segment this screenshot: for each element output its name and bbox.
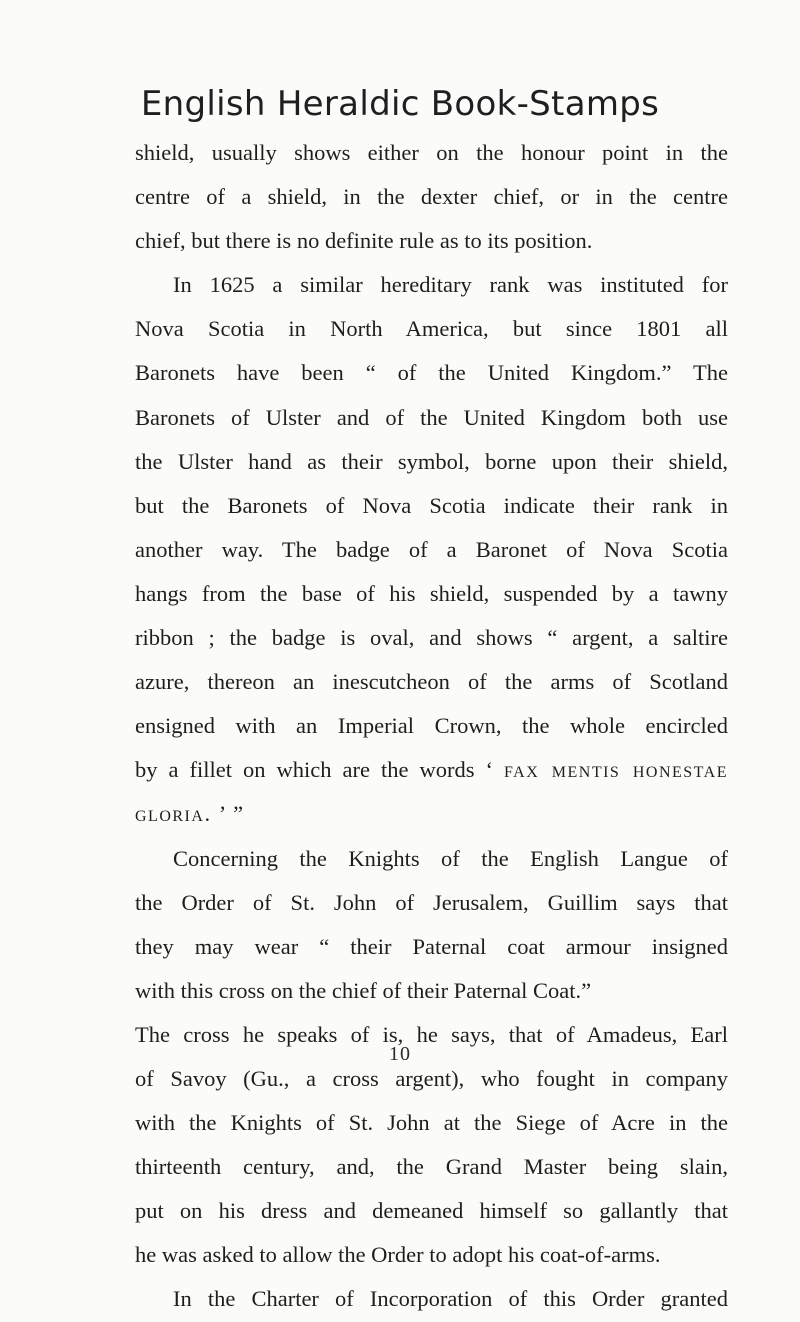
- text-line: ribbon ; the badge is oval, and shows “ argent, a saltire: [135, 625, 728, 651]
- text-line: ensigned with an Imperial Crown, the whole encircled: [135, 713, 728, 739]
- text-line: The cross he speaks of is, he says, that of Amadeus, Earl: [135, 1021, 728, 1047]
- body-text: [135, 131, 728, 1322]
- text-line: another way. The badge of a Baronet of Nova Scotia: [135, 536, 728, 562]
- motto-prefix: by a fillet on which are the words ‘: [135, 757, 504, 783]
- text-line: thirteenth century, and, the Grand Master being slain,: [135, 1154, 728, 1180]
- page-number: 10: [389, 1043, 411, 1065]
- text-line: azure, thereon an inescutcheon of the arms of Scotland: [135, 669, 728, 695]
- motto-line-b: [135, 792, 728, 836]
- motto-line-a: [135, 748, 728, 792]
- text-line: but the Baronets of Nova Scotia indicate their rank in: [135, 492, 728, 518]
- motto-smallcaps-end: gloria. ’ ”: [135, 801, 245, 827]
- text-line: he was asked to allow the Order to adopt his coat-of-arms.: [135, 1242, 661, 1268]
- text-line: with the Knights of St. John at the Siege of Acre in the: [135, 1110, 728, 1136]
- text-line: the Ulster hand as their symbol, borne upon their shield,: [135, 448, 728, 474]
- text-line: Nova Scotia in North America, but since 1801 all: [135, 316, 728, 342]
- motto-smallcaps: fax mentis honestae: [503, 757, 728, 783]
- paragraph-start-line: Concerning the Knights of the English Langue of: [173, 845, 728, 871]
- text-line: hangs from the base of his shield, suspended by a tawny: [135, 580, 728, 606]
- paragraph-start-line: In the Charter of Incorporation of this Order granted: [173, 1286, 728, 1312]
- text-line: of Savoy (Gu., a cross argent), who fought in company: [135, 1065, 728, 1091]
- text-line: centre of a shield, in the dexter chief, or in the centre: [135, 184, 728, 210]
- text-line: shield, usually shows either on the honour point in the: [135, 140, 728, 165]
- text-line: Baronets of Ulster and of the United Kingdom both use: [135, 404, 728, 430]
- running-head: English Heraldic Book-Stamps: [140, 84, 660, 124]
- text-line: they may wear “ their Paternal coat armour insigned: [135, 933, 728, 959]
- text-line: put on his dress and demeaned himself so gallantly that: [135, 1198, 728, 1224]
- paragraph-start-line: In 1625 a similar hereditary rank was instituted for: [173, 272, 728, 298]
- text-line: the Order of St. John of Jerusalem, Guillim says that: [135, 889, 728, 915]
- text-line: with this cross on the chief of their Paternal Coat.”: [135, 977, 592, 1003]
- text-line: chief, but there is no definite rule as to its position.: [135, 228, 593, 254]
- text-line: Baronets have been “ of the United Kingdom.” The: [135, 360, 728, 386]
